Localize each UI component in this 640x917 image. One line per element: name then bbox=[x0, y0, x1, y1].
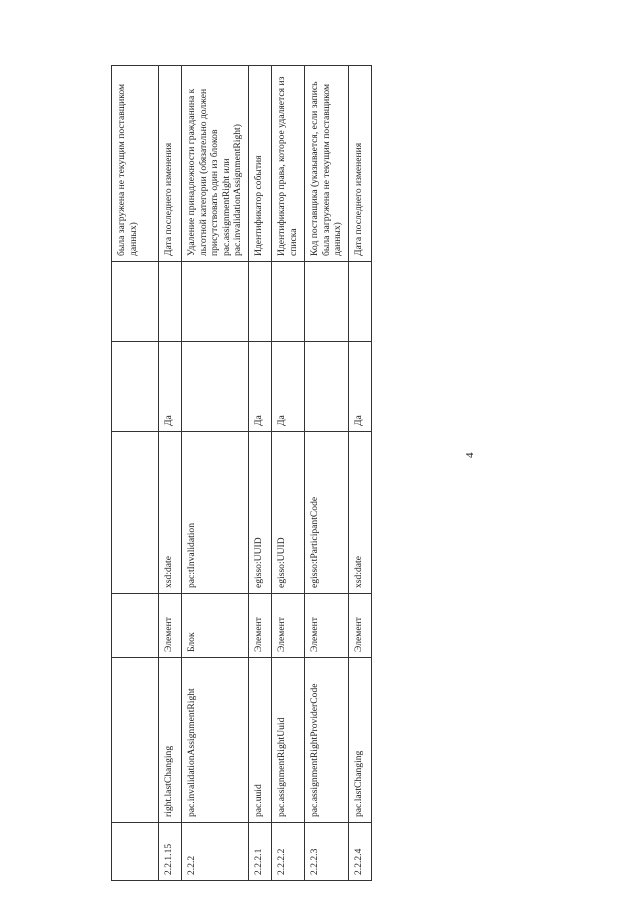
cell-extra bbox=[272, 262, 305, 342]
cell-type: egisso:tParticipantCode bbox=[305, 432, 349, 594]
cell-kind: Элемент bbox=[305, 594, 349, 658]
cell-num: 2.2.2.3 bbox=[305, 823, 349, 881]
cell-kind: Блок bbox=[182, 594, 249, 658]
cell-required bbox=[182, 342, 249, 432]
cell-extra bbox=[159, 262, 182, 342]
cell-type: egisso:UUID bbox=[249, 432, 272, 594]
cell-kind: Элемент bbox=[349, 594, 372, 658]
cell-description: Идентификатор события bbox=[249, 66, 272, 262]
table-row bbox=[305, 66, 349, 881]
cell-kind: Элемент bbox=[249, 594, 272, 658]
document-table-wrapper bbox=[111, 66, 364, 881]
table-row bbox=[349, 66, 372, 881]
cell-num: 2.2.2 bbox=[182, 823, 249, 881]
table-row bbox=[249, 66, 272, 881]
cell-name bbox=[112, 658, 159, 823]
cell-description: Код поставщика (указывается, если запись была загружена не текущим поставщиком данных) bbox=[305, 66, 349, 262]
cell-extra bbox=[305, 262, 349, 342]
table-row bbox=[112, 66, 159, 881]
cell-required: Да bbox=[349, 342, 372, 432]
cell-required bbox=[305, 342, 349, 432]
rotated-table-canvas bbox=[111, 66, 364, 881]
cell-kind: Элемент bbox=[272, 594, 305, 658]
cell-extra bbox=[182, 262, 249, 342]
cell-kind bbox=[112, 594, 159, 658]
cell-type: xsd:date bbox=[349, 432, 372, 594]
cell-required bbox=[112, 342, 159, 432]
page-number: 4 bbox=[464, 452, 476, 458]
table-row bbox=[182, 66, 249, 881]
cell-type: xsd:date bbox=[159, 432, 182, 594]
cell-required: Да bbox=[159, 342, 182, 432]
cell-description: была загружена не текущим поставщиком данных) bbox=[112, 66, 159, 262]
table-row bbox=[272, 66, 305, 881]
cell-num: 2.2.2.2 bbox=[272, 823, 305, 881]
cell-num: 2.2.2.1 bbox=[249, 823, 272, 881]
cell-num: 2.2.2.4 bbox=[349, 823, 372, 881]
cell-name: pac.assignmentRightProviderCode bbox=[305, 658, 349, 823]
cell-type bbox=[112, 432, 159, 594]
cell-type: egisso:UUID bbox=[272, 432, 305, 594]
cell-extra bbox=[349, 262, 372, 342]
cell-description: Идентификатор права, которое удаляется из списка bbox=[272, 66, 305, 262]
cell-name: pac.assignmentRightUuid bbox=[272, 658, 305, 823]
cell-name: pac.uuid bbox=[249, 658, 272, 823]
cell-name: pac.invalidationAssignmentRight bbox=[182, 658, 249, 823]
cell-required: Да bbox=[249, 342, 272, 432]
cell-type: pac:tInvalidation bbox=[182, 432, 249, 594]
cell-name: right.lastChanging bbox=[159, 658, 182, 823]
table-row bbox=[159, 66, 182, 881]
cell-extra bbox=[112, 262, 159, 342]
cell-description: Дата последнего изменения bbox=[349, 66, 372, 262]
cell-extra bbox=[249, 262, 272, 342]
cell-num: 2.2.1.15 bbox=[159, 823, 182, 881]
cell-kind: Элемент bbox=[159, 594, 182, 658]
cell-name: pac.lastChanging bbox=[349, 658, 372, 823]
cell-description: Дата последнего изменения bbox=[159, 66, 182, 262]
cell-required: Да bbox=[272, 342, 305, 432]
cell-description: Удаление принадлежности гражданина к льготной категории (обязательно должен присутствовать один из блоков pac.assignmentRight или pac.invalidationAssignmentRight) bbox=[182, 66, 249, 262]
cell-num bbox=[112, 823, 159, 881]
specification-table bbox=[111, 65, 372, 881]
